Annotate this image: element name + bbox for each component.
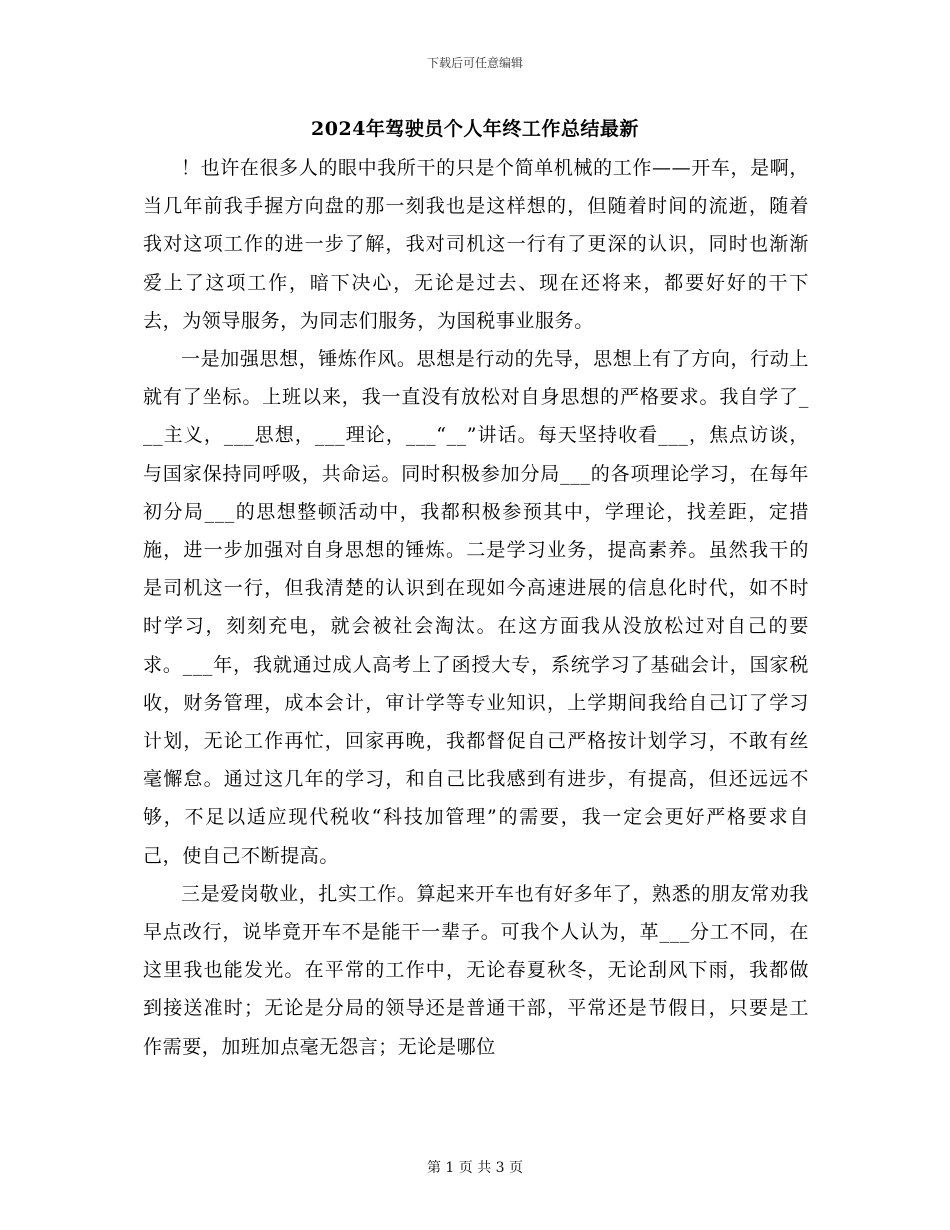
paragraph-thought-and-study: 一是加强思想，锤炼作风。思想是行动的先导，思想上有了方向，行动上就有了坐标。上班以来，我一直没有放松对自身思想的严格要求。我自学了___主义，___思想，___理论，___“__”讲话。每天坚持收看___，焦点访谈，与国家保持同呼吸，共命运。同时积极参加分局___的各项理论学习，在每年初分局___的思想整顿活动中，我都积极参预其中，学理论，找差距，定措施，进一步加强对自身思想的锤炼。二是学习业务，提高素养。虽然我干的是司机这一行，但我清楚的认识到在现如今高速进展的信息化时代，如不时时学习，刻刻充电，就会被社会淘汰。在这方面我从没放松过对自己的要求。___年，我就通过成人高考上了函授大专，系统学习了基础会计，国家税收，财务管理，成本会计，审计学等专业知识，上学期间我给自己订了学习计划，无论工作再忙，回家再晚，我都督促自己严格按计划学习，不敢有丝毫懈怠。通过这几年的学习，和自己比我感到有进步，有提高，但还远远不够，不足以适应现代税收“科技加管理”的需要，我一定会更好严格要求自己，使自己不断提高。 [143,348,809,867]
document-title: 2024年驾驶员个人年终工作总结最新 [311,118,639,140]
paragraph-dedication: 三是爱岗敬业，扎实工作。算起来开车也有好多年了，熟悉的朋友常劝我早点改行，说毕竟开车不是能干一辈子。可我个人认为，革___分工不同，在这里我也能发光。在平常的工作中，无论春夏秋冬，无论刮风下雨，我都做到接送准时；无论是分局的领导还是普通干部，平常还是节假日，只要是工作需要，加班加点毫无怨言；无论是哪位 [143,882,809,1058]
page-number-footer: 第 1 页 共 3 页 [426,1160,524,1176]
paragraph-intro: ！也许在很多人的眼中我所干的只是个简单机械的工作——开车，是啊，当几年前我手握方向盘的那一刻我也是这样想的，但随着时间的流逝，随着我对这项工作的进一步了解，我对司机这一行有了更深的认识，同时也渐渐爱上了这项工作，暗下决心，无论是过去、现在还将来，都要好好的干下去，为领导服务，为同志们服务，为国税事业服务。 [143,157,809,332]
document-body [143,149,809,1066]
page-header-note: 下载后可任意编辑 [426,56,523,70]
